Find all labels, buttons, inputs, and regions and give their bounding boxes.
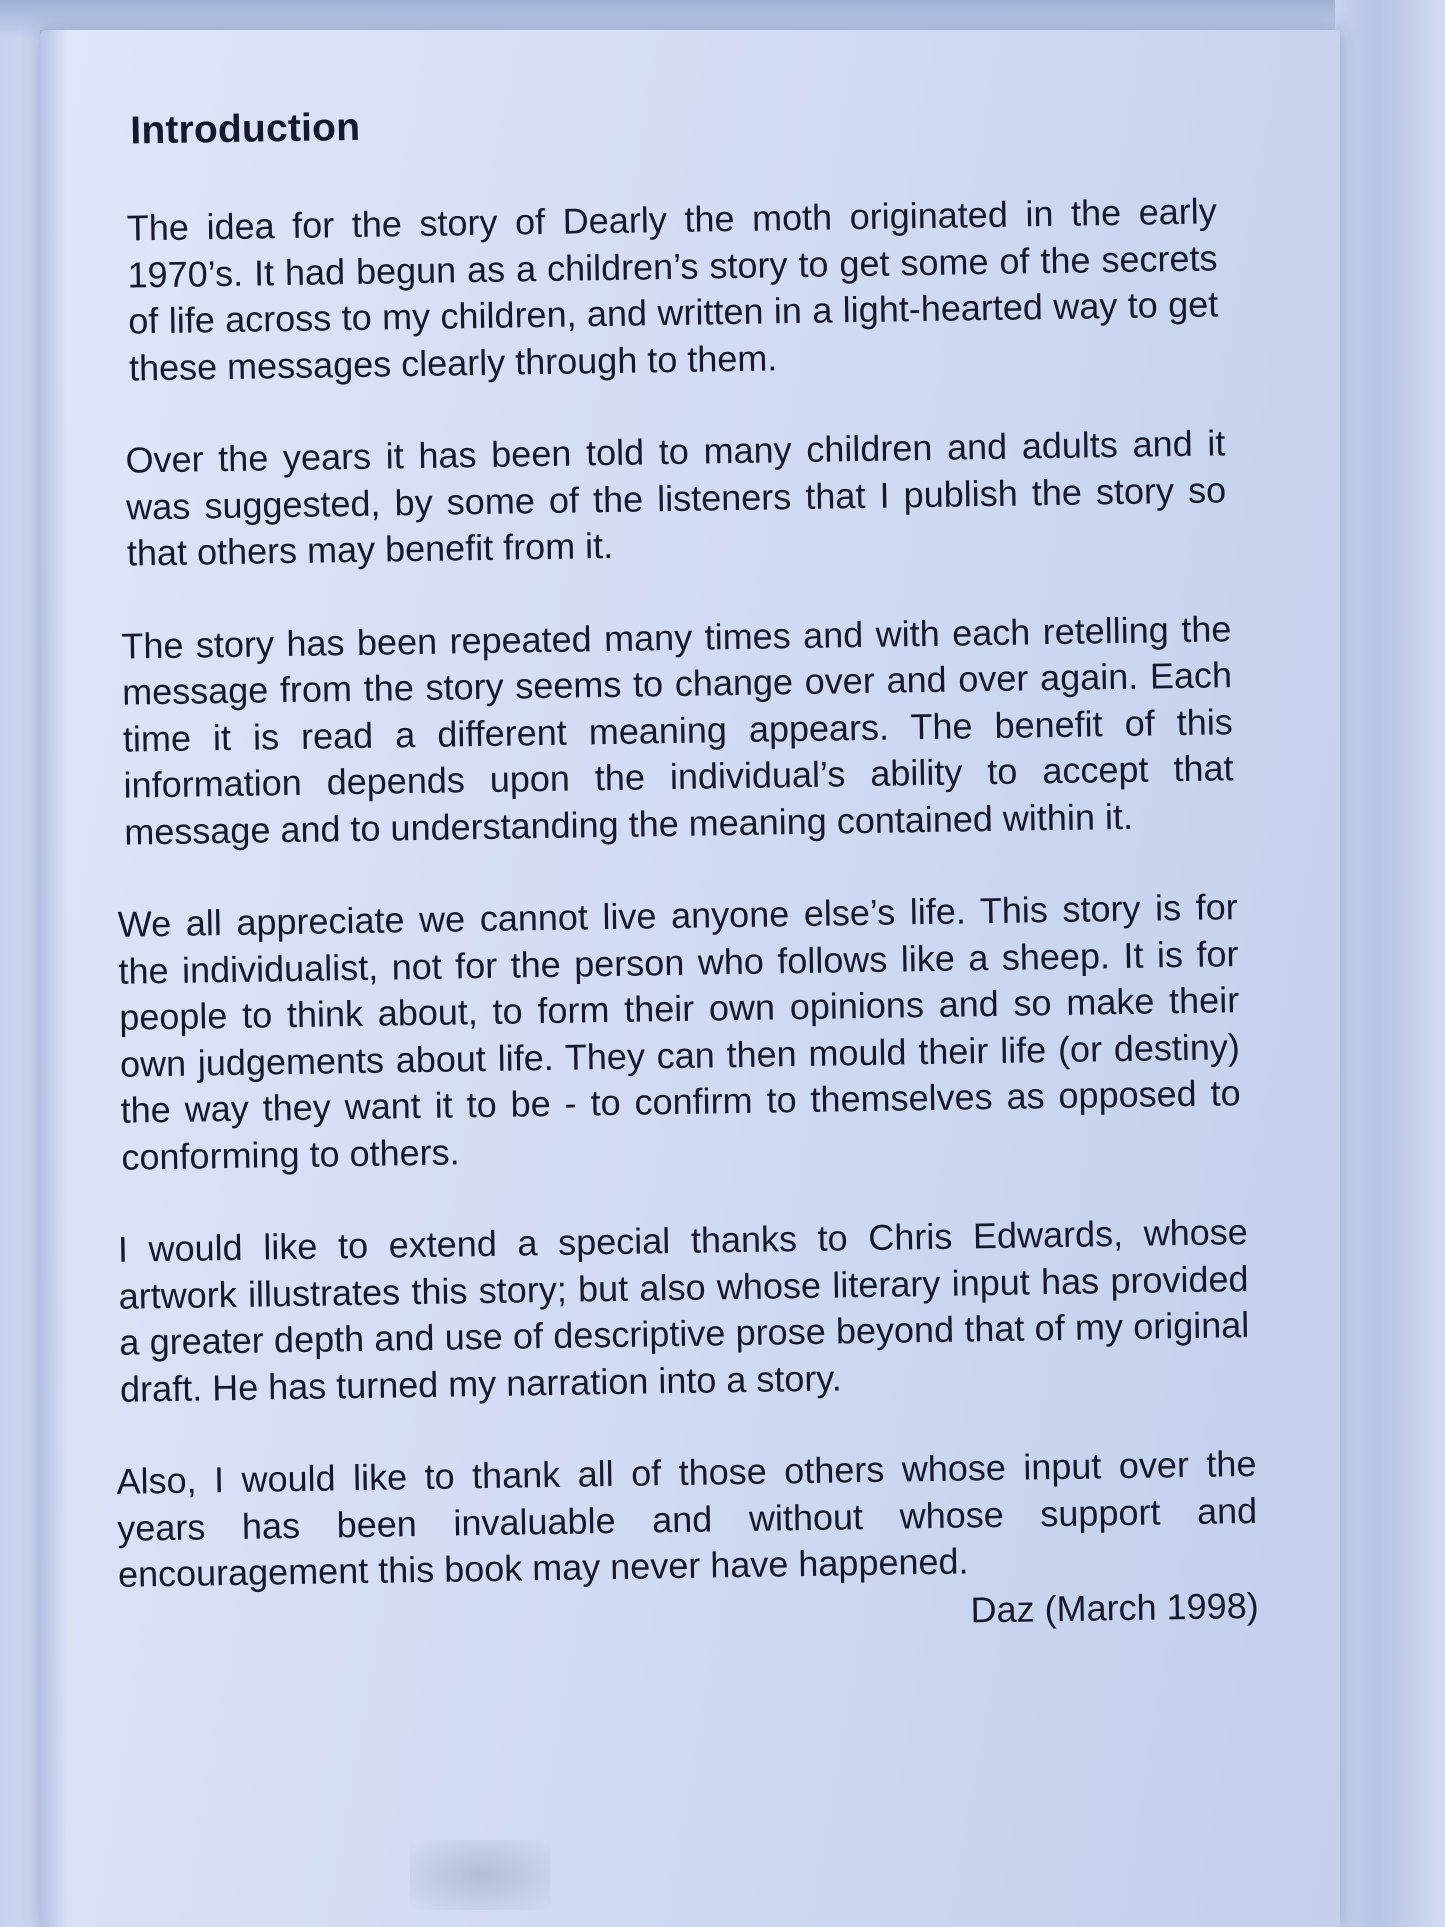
paragraph-3: The story has been repeated many times and with each retelling the message from the story seems to change over and over again. Each time it is read a different meaning appears. The benefit of this information depends upon the individual’s ability to accept that message and to understanding the meaning contained within it.	[121, 607, 1234, 853]
paragraph-5: I would like to extend a special thanks to Chris Edwards, whose artwork illustrates this story; but also whose literary input has provided a greater depth and use of descriptive prose beyond that of my original draft. He has turned my narration into a story.	[117, 1211, 1250, 1410]
page-smudge	[410, 1840, 550, 1910]
paragraph-6: Also, I would like to thank all of those others whose input over the years has been invaluable and without whose support and encouragement this book may never have happened.	[116, 1442, 1258, 1595]
paragraph-1: The idea for the story of Dearly the moth originated in the early 1970’s. It had begun as a children’s story to get some of the secrets of life across to my children, and written in a light-hearted way to get these messages clearly through to them.	[126, 190, 1219, 388]
paragraph-4: We all appreciate we cannot live anyone else’s life. This story is for the individualist, not for the person who follows like a sheep. It is for people to think about, to form their own opinions and so make their own judgements about life. They can then mould their life (or destiny) the way they want it to be - to confirm to themselves as opposed to conforming to others.	[117, 886, 1241, 1178]
page-heading: Introduction	[129, 105, 361, 153]
next-page-edge	[1335, 0, 1445, 1927]
page-content	[95, 92, 1279, 1647]
page-fold-shadow	[40, 30, 68, 1927]
paragraph-2: Over the years it has been told to many children and adults and it was suggested, by some of the listeners that I publish the story so that others may benefit from it.	[125, 422, 1227, 574]
signature: Daz (March 1998)	[970, 1584, 1259, 1630]
